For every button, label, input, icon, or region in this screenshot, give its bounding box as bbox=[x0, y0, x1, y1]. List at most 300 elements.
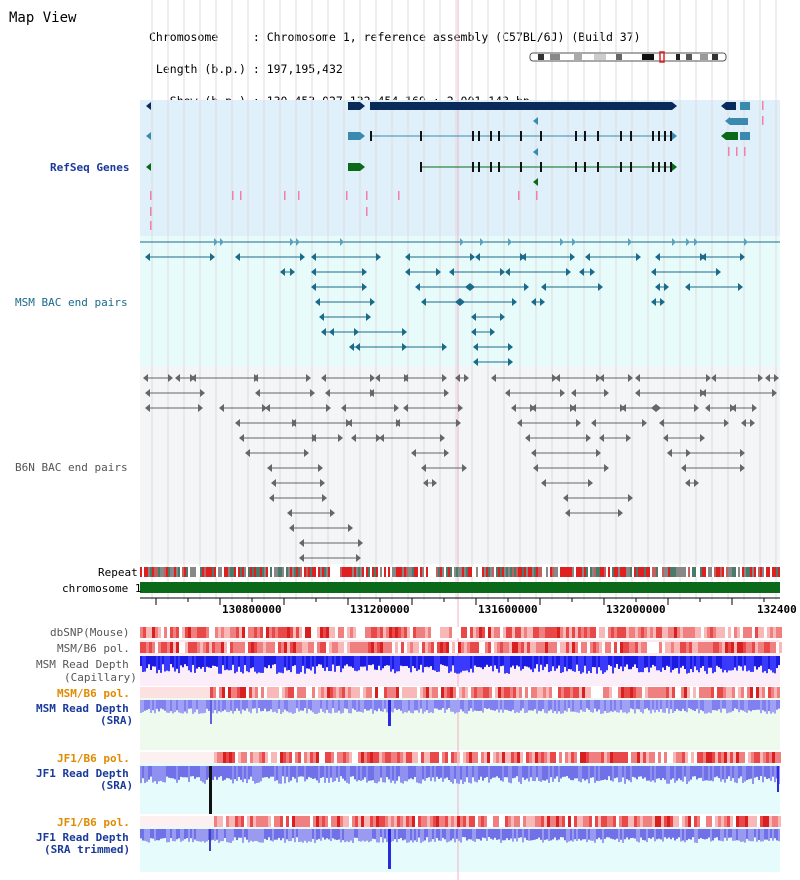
depth-bar bbox=[474, 766, 476, 782]
repeat-element bbox=[308, 567, 310, 577]
heat-cell bbox=[229, 816, 232, 827]
heat-cell bbox=[477, 687, 480, 698]
repeat-element bbox=[548, 567, 550, 577]
depth-bar bbox=[658, 700, 660, 712]
heat-cell bbox=[476, 627, 479, 638]
repeat-element bbox=[250, 567, 252, 577]
heat-cell bbox=[347, 627, 350, 638]
ideogram-band bbox=[574, 54, 582, 60]
heat-cell bbox=[322, 816, 325, 827]
repeat-element bbox=[734, 567, 736, 577]
b6n-bac-background bbox=[140, 366, 780, 564]
heat-cell bbox=[761, 627, 764, 638]
repeat-element bbox=[234, 567, 236, 577]
gene-exon bbox=[726, 102, 736, 110]
depth-bar bbox=[172, 766, 174, 778]
gene-exon bbox=[540, 131, 542, 141]
repeat-element bbox=[292, 567, 294, 577]
repeat-track[interactable] bbox=[140, 567, 780, 577]
heat-cell bbox=[686, 627, 689, 638]
depth-bar bbox=[262, 700, 264, 711]
depth-bar bbox=[142, 700, 144, 712]
heat-cell bbox=[494, 642, 497, 653]
depth-bar bbox=[316, 656, 318, 666]
depth-bar bbox=[604, 656, 606, 672]
depth-bar bbox=[186, 766, 188, 777]
depth-bar bbox=[528, 656, 530, 667]
heat-cell bbox=[509, 627, 512, 638]
heat-cell bbox=[284, 627, 287, 638]
depth-bar bbox=[174, 766, 176, 779]
gene-exon bbox=[670, 131, 672, 141]
depth-bar bbox=[290, 700, 292, 713]
label-msm-read-depth-sra[interactable]: MSM Read Depth bbox=[36, 702, 129, 715]
heat-cell bbox=[376, 816, 379, 827]
gene-exon bbox=[498, 162, 500, 172]
heat-cell bbox=[777, 687, 780, 698]
depth-bar bbox=[670, 700, 672, 709]
heat-cell bbox=[675, 687, 678, 698]
heat-cell bbox=[454, 816, 457, 827]
repeat-element bbox=[722, 567, 724, 577]
heat-cell bbox=[503, 627, 506, 638]
repeat-element bbox=[530, 567, 532, 577]
depth-bar bbox=[502, 829, 504, 840]
depth-bar bbox=[170, 766, 172, 778]
depth-bar bbox=[218, 700, 220, 711]
heat-cell bbox=[746, 627, 749, 638]
depth-bar bbox=[276, 700, 278, 713]
heat-cell bbox=[346, 752, 349, 763]
heat-cell bbox=[496, 816, 499, 827]
depth-bar bbox=[394, 829, 396, 839]
gene-exon bbox=[478, 162, 480, 172]
depth-bar bbox=[552, 700, 554, 713]
heat-cell bbox=[751, 752, 754, 763]
heat-cell bbox=[754, 752, 757, 763]
depth-bar bbox=[500, 656, 502, 666]
heat-cell bbox=[428, 642, 431, 653]
heat-cell bbox=[572, 642, 575, 653]
heat-cell bbox=[431, 627, 434, 638]
depth-bar bbox=[634, 829, 636, 839]
label-jf1-read-depth-trimmed[interactable]: JF1 Read Depth bbox=[36, 831, 129, 844]
heat-cell bbox=[597, 687, 600, 698]
heat-cell bbox=[238, 816, 241, 827]
repeat-element bbox=[410, 567, 412, 577]
heat-cell bbox=[474, 687, 477, 698]
axis-tick-label: 132400 bbox=[757, 603, 797, 616]
depth-bar bbox=[268, 700, 270, 711]
depth-bar bbox=[370, 766, 372, 781]
heat-cell bbox=[514, 816, 517, 827]
heat-cell bbox=[382, 816, 385, 827]
depth-bar bbox=[234, 766, 236, 779]
label-msm-b6-pol-capillary[interactable]: MSM/B6 pol. bbox=[57, 642, 130, 655]
repeat-element bbox=[746, 567, 748, 577]
heat-cell bbox=[684, 687, 687, 698]
depth-spike bbox=[210, 700, 212, 724]
repeat-element bbox=[522, 567, 524, 577]
heat-cell bbox=[415, 752, 418, 763]
depth-bar bbox=[458, 829, 460, 841]
heat-cell bbox=[770, 627, 773, 638]
heat-cell bbox=[232, 816, 235, 827]
heat-cell bbox=[408, 687, 411, 698]
heat-cell bbox=[640, 752, 643, 763]
depth-bar bbox=[468, 656, 470, 672]
heat-cell bbox=[422, 627, 425, 638]
repeat-element bbox=[682, 567, 684, 577]
depth-bar bbox=[342, 656, 344, 668]
heat-cell bbox=[167, 627, 170, 638]
repeat-element bbox=[766, 567, 768, 577]
depth-bar bbox=[176, 829, 178, 839]
depth-bar bbox=[524, 829, 526, 838]
depth-bar bbox=[740, 700, 742, 710]
heat-cell bbox=[230, 642, 233, 653]
heat-cell bbox=[254, 642, 257, 653]
heat-cell bbox=[590, 627, 593, 638]
depth-bar bbox=[682, 829, 684, 841]
depth-bar bbox=[294, 829, 296, 842]
heat-cell bbox=[316, 752, 319, 763]
depth-bar bbox=[236, 700, 238, 708]
heat-cell bbox=[603, 687, 606, 698]
depth-bar bbox=[150, 766, 152, 777]
heat-cell bbox=[749, 642, 752, 653]
heat-cell bbox=[569, 642, 572, 653]
heat-cell bbox=[161, 642, 164, 653]
depth-bar bbox=[504, 766, 506, 777]
depth-bar bbox=[196, 766, 198, 777]
depth-bar bbox=[494, 829, 496, 838]
heat-cell bbox=[568, 752, 571, 763]
heat-cell bbox=[475, 752, 478, 763]
depth-bar bbox=[508, 766, 510, 782]
depth-bar bbox=[424, 700, 426, 712]
heat-cell bbox=[700, 816, 703, 827]
heat-cell bbox=[266, 627, 269, 638]
depth-bar bbox=[392, 700, 394, 712]
depth-bar bbox=[294, 656, 296, 665]
heat-cell bbox=[278, 627, 281, 638]
heat-cell bbox=[222, 687, 225, 698]
heat-cell bbox=[751, 816, 754, 827]
label-jf1-b6-pol-trimmed[interactable]: JF1/B6 pol. bbox=[57, 816, 130, 829]
depth-bar bbox=[612, 700, 614, 712]
heat-cell bbox=[382, 752, 385, 763]
heat-cell bbox=[507, 687, 510, 698]
repeat-element bbox=[430, 567, 432, 577]
heat-cell bbox=[376, 752, 379, 763]
heat-cell bbox=[556, 816, 559, 827]
heat-cell bbox=[632, 627, 635, 638]
depth-bar bbox=[168, 656, 170, 671]
depth-bar bbox=[498, 656, 500, 673]
label-repeat[interactable]: Repeat bbox=[98, 566, 138, 579]
depth-bar bbox=[356, 829, 358, 838]
depth-bar bbox=[462, 766, 464, 784]
heat-cell bbox=[149, 627, 152, 638]
heat-cell bbox=[598, 752, 601, 763]
depth-bar bbox=[558, 829, 560, 839]
label-refseq-genes[interactable]: RefSeq Genes bbox=[50, 161, 130, 174]
heat-cell bbox=[716, 627, 719, 638]
heat-cell bbox=[395, 642, 398, 653]
gene-exon bbox=[370, 131, 372, 141]
depth-bar bbox=[686, 829, 688, 840]
depth-bar bbox=[408, 829, 410, 842]
heat-cell bbox=[650, 642, 653, 653]
depth-bar bbox=[152, 656, 154, 666]
heat-cell bbox=[235, 752, 238, 763]
heat-cell bbox=[703, 752, 706, 763]
depth-bar bbox=[404, 766, 406, 781]
depth-bar bbox=[256, 766, 258, 783]
depth-bar bbox=[274, 656, 276, 664]
depth-bar bbox=[706, 829, 708, 839]
depth-bar bbox=[686, 766, 688, 784]
label-dbsnp[interactable]: dbSNP(Mouse) bbox=[50, 626, 130, 639]
depth-bar bbox=[648, 656, 650, 672]
repeat-element bbox=[152, 567, 154, 577]
repeat-element bbox=[170, 567, 172, 577]
depth-bar bbox=[598, 656, 600, 667]
depth-bar bbox=[732, 700, 734, 711]
depth-bar bbox=[158, 656, 160, 670]
depth-bar bbox=[510, 766, 512, 783]
heat-cell bbox=[589, 752, 592, 763]
repeat-element bbox=[660, 567, 662, 577]
heat-cell bbox=[472, 816, 475, 827]
label-jf1-b6-pol-sra[interactable]: JF1/B6 pol. bbox=[57, 752, 130, 765]
repeat-element bbox=[392, 567, 394, 577]
depth-bar bbox=[586, 829, 588, 842]
heat-cell bbox=[568, 816, 571, 827]
heat-cell bbox=[520, 816, 523, 827]
heat-cell bbox=[338, 642, 341, 653]
heat-cell bbox=[687, 687, 690, 698]
heat-cell bbox=[495, 687, 498, 698]
repeat-element bbox=[272, 567, 274, 577]
depth-bar bbox=[218, 766, 220, 777]
depth-bar bbox=[562, 829, 564, 837]
heat-cell bbox=[455, 642, 458, 653]
repeat-element bbox=[276, 567, 278, 577]
depth-bar bbox=[180, 766, 182, 777]
label-capillary: (Capillary) bbox=[64, 671, 137, 684]
heat-cell bbox=[730, 752, 733, 763]
label-msm-read-depth-capillary[interactable]: MSM Read Depth bbox=[36, 658, 129, 671]
depth-bar bbox=[320, 766, 322, 778]
depth-bar bbox=[170, 656, 172, 664]
heat-cell bbox=[540, 687, 543, 698]
depth-bar bbox=[452, 829, 454, 839]
heat-cell bbox=[244, 752, 247, 763]
heat-cell bbox=[224, 627, 227, 638]
repeat-element bbox=[142, 567, 144, 577]
heat-cell bbox=[572, 627, 575, 638]
repeat-element bbox=[556, 567, 558, 577]
label-msm-b6-pol-sra[interactable]: MSM/B6 pol. bbox=[57, 687, 130, 700]
heat-cell bbox=[247, 752, 250, 763]
depth-bar bbox=[380, 656, 382, 670]
heat-cell bbox=[691, 816, 694, 827]
label-msm-bac[interactable]: MSM BAC end pairs bbox=[15, 296, 128, 309]
depth-bar bbox=[404, 656, 406, 666]
depth-bar bbox=[768, 766, 770, 778]
heat-cell bbox=[653, 642, 656, 653]
heat-cell bbox=[551, 627, 554, 638]
depth-bar bbox=[226, 766, 228, 778]
heat-cell bbox=[236, 642, 239, 653]
heat-cell bbox=[403, 752, 406, 763]
depth-bar bbox=[366, 829, 368, 841]
heat-cell bbox=[537, 687, 540, 698]
depth-bar bbox=[384, 829, 386, 839]
heat-cell bbox=[649, 816, 652, 827]
depth-bar bbox=[280, 656, 282, 673]
depth-bar bbox=[490, 656, 492, 666]
depth-bar bbox=[708, 766, 710, 781]
gene-exon bbox=[348, 163, 360, 171]
repeat-element bbox=[160, 567, 162, 577]
repeat-element bbox=[440, 567, 442, 577]
repeat-element bbox=[146, 567, 148, 577]
depth-bar bbox=[232, 700, 234, 714]
depth-bar bbox=[646, 700, 648, 708]
heat-cell bbox=[397, 816, 400, 827]
depth-bar bbox=[214, 656, 216, 666]
depth-bar bbox=[282, 700, 284, 712]
heat-cell bbox=[725, 642, 728, 653]
label-jf1-read-depth-sra[interactable]: JF1 Read Depth bbox=[36, 767, 129, 780]
depth-bar bbox=[306, 829, 308, 843]
gene-exon bbox=[652, 131, 654, 141]
depth-bar bbox=[346, 829, 348, 841]
repeat-element bbox=[212, 567, 214, 577]
repeat-element bbox=[654, 567, 656, 577]
depth-bar bbox=[512, 766, 514, 778]
depth-bar bbox=[658, 766, 660, 778]
depth-bar bbox=[640, 829, 642, 838]
label-b6n-bac[interactable]: B6N BAC end pairs bbox=[15, 461, 128, 474]
depth-bar bbox=[402, 656, 404, 666]
heat-cell bbox=[506, 642, 509, 653]
depth-bar bbox=[340, 766, 342, 776]
depth-bar bbox=[408, 656, 410, 668]
heat-cell bbox=[533, 627, 536, 638]
depth-bar bbox=[438, 829, 440, 840]
depth-bar bbox=[556, 700, 558, 714]
heat-cell bbox=[498, 687, 501, 698]
heat-cell bbox=[158, 642, 161, 653]
depth-bar bbox=[198, 829, 200, 841]
depth-bar bbox=[626, 700, 628, 714]
depth-bar bbox=[658, 656, 660, 670]
depth-bar bbox=[228, 700, 230, 712]
depth-bar bbox=[340, 700, 342, 714]
depth-bar bbox=[748, 829, 750, 841]
snp-tick bbox=[232, 191, 234, 200]
ideogram-band bbox=[550, 54, 560, 60]
depth-bar bbox=[244, 829, 246, 837]
heat-cell bbox=[772, 816, 775, 827]
depth-bar bbox=[260, 829, 262, 843]
depth-bar bbox=[598, 766, 600, 781]
depth-bar bbox=[692, 700, 694, 710]
depth-bar bbox=[156, 700, 158, 709]
depth-bar bbox=[460, 700, 462, 709]
repeat-element bbox=[382, 567, 384, 577]
heat-cell bbox=[771, 687, 774, 698]
heat-cell bbox=[286, 816, 289, 827]
heat-cell bbox=[271, 752, 274, 763]
heat-cell bbox=[704, 627, 707, 638]
repeat-element bbox=[148, 567, 150, 577]
heat-cell bbox=[355, 752, 358, 763]
repeat-element bbox=[420, 567, 422, 577]
depth-bar bbox=[598, 700, 600, 710]
depth-bar bbox=[294, 766, 296, 779]
depth-bar bbox=[478, 700, 480, 711]
repeat-element bbox=[220, 567, 222, 577]
heat-cell bbox=[593, 627, 596, 638]
heat-cell bbox=[263, 627, 266, 638]
depth-bar bbox=[284, 700, 286, 710]
depth-bar bbox=[530, 700, 532, 710]
depth-bar bbox=[420, 656, 422, 665]
depth-bar bbox=[448, 656, 450, 673]
heat-cell bbox=[397, 752, 400, 763]
depth-bar bbox=[446, 656, 448, 666]
depth-bar bbox=[754, 700, 756, 710]
heat-cell bbox=[552, 687, 555, 698]
depth-bar bbox=[710, 766, 712, 781]
heat-cell bbox=[710, 642, 713, 653]
heat-cell bbox=[226, 752, 229, 763]
depth-bar bbox=[520, 656, 522, 671]
heat-cell bbox=[528, 687, 531, 698]
depth-bar bbox=[254, 829, 256, 841]
repeat-element bbox=[492, 567, 494, 577]
label-jf1-sra: (SRA) bbox=[100, 779, 134, 792]
depth-bar bbox=[378, 700, 380, 709]
depth-bar bbox=[404, 700, 406, 712]
depth-bar bbox=[644, 700, 646, 709]
depth-bar bbox=[284, 829, 286, 843]
depth-bar bbox=[696, 766, 698, 779]
heat-cell bbox=[281, 642, 284, 653]
heat-cell bbox=[295, 816, 298, 827]
depth-bar bbox=[714, 829, 716, 838]
repeat-element bbox=[612, 567, 614, 577]
depth-bar bbox=[204, 700, 206, 713]
heat-cell bbox=[251, 627, 254, 638]
heat-cell bbox=[760, 752, 763, 763]
depth-bar bbox=[354, 829, 356, 838]
depth-bar bbox=[178, 656, 180, 673]
gene-exon bbox=[584, 162, 586, 172]
chromosome-ideogram[interactable] bbox=[530, 52, 726, 62]
heat-cell bbox=[312, 687, 315, 698]
heat-cell bbox=[685, 816, 688, 827]
depth-bar bbox=[664, 829, 666, 837]
heat-cell bbox=[399, 687, 402, 698]
heat-cell bbox=[185, 627, 188, 638]
heat-cell bbox=[347, 642, 350, 653]
